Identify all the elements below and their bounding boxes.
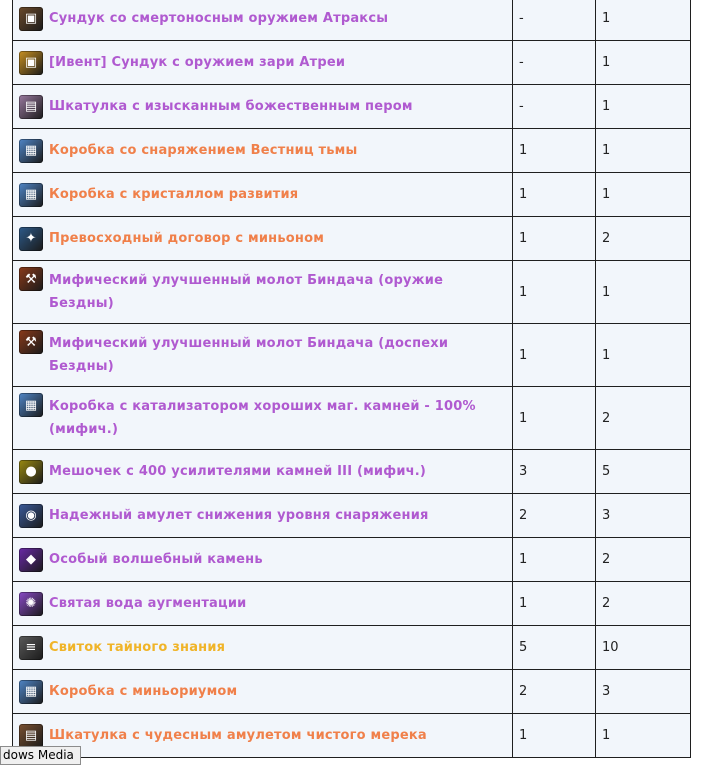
items-table [12, 0, 691, 758]
quantity-cell-2 [596, 217, 691, 261]
gift-box-icon: ▦ [19, 393, 43, 417]
quantity-cell-1 [513, 261, 596, 324]
quantity-value-2: 2 [602, 231, 611, 246]
item-name[interactable]: Мифический улучшенный молот Биндача (доспехи Бездны) [49, 336, 449, 374]
item-name-cell [13, 0, 513, 41]
table-row [13, 387, 691, 450]
quantity-cell-2 [596, 129, 691, 173]
quantity-cell-1 [513, 387, 596, 450]
table-row [13, 324, 691, 387]
quantity-value-1: 1 [519, 143, 528, 158]
quantity-cell-1 [513, 217, 596, 261]
quantity-cell-2 [596, 582, 691, 626]
quantity-value-1: 1 [519, 552, 528, 567]
quantity-value-2: 1 [602, 99, 611, 114]
quantity-value-1: 1 [519, 410, 528, 426]
quantity-value-1: - [519, 55, 524, 70]
item-name-cell [13, 494, 513, 538]
golden-chest-icon: ▣ [19, 51, 43, 75]
gift-box-icon: ▦ [19, 139, 43, 163]
quantity-cell-1 [513, 173, 596, 217]
hammer-icon: ⚒ [19, 330, 43, 354]
quantity-value-1: 1 [519, 284, 528, 300]
amulet-icon: ◉ [19, 504, 43, 528]
quantity-value-1: - [519, 99, 524, 114]
casket-icon: ▤ [19, 95, 43, 119]
item-name[interactable]: Надежный амулет снижения уровня снаряжения [49, 508, 429, 523]
quantity-value-2: 1 [602, 11, 611, 26]
item-name-cell [13, 217, 513, 261]
quantity-cell-2 [596, 324, 691, 387]
gift-box-icon: ▦ [19, 183, 43, 207]
quantity-value-1: 1 [519, 187, 528, 202]
item-name[interactable]: Особый волшебный камень [49, 552, 263, 567]
table-row [13, 670, 691, 714]
quantity-value-2: 5 [602, 464, 611, 479]
item-name[interactable]: Коробка со снаряжением Вестниц тьмы [49, 143, 358, 158]
quantity-cell-2 [596, 714, 691, 758]
item-name-cell [13, 41, 513, 85]
holy-water-icon: ✺ [19, 592, 43, 616]
quantity-cell-1 [513, 85, 596, 129]
quantity-value-1: 1 [519, 728, 528, 743]
quantity-cell-1 [513, 129, 596, 173]
taskbar-tooltip[interactable] [0, 746, 81, 765]
table-row [13, 261, 691, 324]
quantity-cell-2 [596, 41, 691, 85]
item-name-cell [13, 129, 513, 173]
quantity-value-2: 2 [602, 596, 611, 611]
contract-icon: ✦ [19, 227, 43, 251]
item-name-cell [13, 324, 513, 387]
item-name-cell [13, 582, 513, 626]
item-name[interactable]: Мифический улучшенный молот Биндача (оружие Бездны) [49, 273, 444, 311]
item-name-cell [13, 173, 513, 217]
quantity-cell-2 [596, 626, 691, 670]
table-row [13, 626, 691, 670]
quantity-value-2: 1 [602, 347, 611, 363]
table-row [13, 714, 691, 758]
quantity-value-2: 2 [602, 410, 611, 426]
table-row [13, 0, 691, 41]
quantity-value-2: 1 [602, 728, 611, 743]
quantity-value-1: 1 [519, 231, 528, 246]
item-name-cell [13, 450, 513, 494]
quantity-cell-1 [513, 714, 596, 758]
quantity-value-2: 1 [602, 187, 611, 202]
item-name[interactable]: [Ивент] Сундук с оружием зари Атреи [49, 55, 346, 70]
quantity-cell-2 [596, 494, 691, 538]
table-row [13, 450, 691, 494]
taskbar-label: dows Media [3, 748, 74, 762]
hammer-icon: ⚒ [19, 267, 43, 291]
quantity-cell-2 [596, 670, 691, 714]
quantity-cell-1 [513, 538, 596, 582]
quantity-value-2: 1 [602, 284, 611, 300]
quantity-cell-2 [596, 261, 691, 324]
quantity-cell-1 [513, 450, 596, 494]
quantity-value-2: 1 [602, 143, 611, 158]
quantity-value-2: 3 [602, 508, 611, 523]
quantity-value-1: - [519, 11, 524, 26]
item-name[interactable]: Свиток тайного знания [49, 640, 226, 655]
quantity-cell-1 [513, 324, 596, 387]
casket-icon: ▤ [19, 724, 43, 748]
table-row [13, 538, 691, 582]
quantity-cell-2 [596, 538, 691, 582]
item-name[interactable]: Мешочек с 400 усилителями камней III (мифич.) [49, 464, 427, 479]
quantity-cell-2 [596, 173, 691, 217]
item-name[interactable]: Коробка с миньориумом [49, 684, 238, 699]
item-name-cell [13, 387, 513, 450]
quantity-cell-1 [513, 41, 596, 85]
quantity-value-1: 1 [519, 347, 528, 363]
item-name-cell [13, 261, 513, 324]
quantity-cell-1 [513, 626, 596, 670]
quantity-value-2: 1 [602, 55, 611, 70]
item-name-cell [13, 670, 513, 714]
item-name-cell [13, 626, 513, 670]
items-table-body [13, 0, 691, 758]
quantity-cell-1 [513, 494, 596, 538]
item-name[interactable]: Коробка с катализатором хороших маг. камней - 100% (мифич.) [49, 399, 476, 437]
quantity-cell-2 [596, 450, 691, 494]
table-row [13, 217, 691, 261]
quantity-cell-2 [596, 85, 691, 129]
item-name-cell [13, 538, 513, 582]
item-name[interactable]: Превосходный договор с миньоном [49, 231, 325, 246]
table-row [13, 129, 691, 173]
table-row [13, 582, 691, 626]
quantity-cell-2 [596, 387, 691, 450]
magic-stone-icon: ◆ [19, 548, 43, 572]
quantity-cell-2 [596, 0, 691, 41]
item-name[interactable]: Шкатулка с изысканным божественным пером [49, 99, 413, 114]
table-row [13, 85, 691, 129]
pouch-icon: ● [19, 460, 43, 484]
quantity-value-2: 3 [602, 684, 611, 699]
quantity-cell-1 [513, 0, 596, 41]
chest-icon: ▣ [19, 7, 43, 31]
quantity-value-1: 2 [519, 684, 528, 699]
item-name[interactable]: Святая вода аугментации [49, 596, 247, 611]
item-name[interactable]: Шкатулка с чудесным амулетом чистого мерека [49, 728, 427, 743]
quantity-cell-1 [513, 670, 596, 714]
quantity-value-2: 10 [602, 640, 619, 655]
table-row [13, 41, 691, 85]
item-name[interactable]: Сундук со смертоносным оружием Атраксы [49, 11, 389, 26]
item-name[interactable]: Коробка с кристаллом развития [49, 187, 299, 202]
gift-box-icon: ▦ [19, 680, 43, 704]
quantity-value-1: 2 [519, 508, 528, 523]
quantity-value-1: 5 [519, 640, 528, 655]
quantity-cell-1 [513, 582, 596, 626]
table-row [13, 173, 691, 217]
item-name-cell [13, 85, 513, 129]
quantity-value-1: 1 [519, 596, 528, 611]
scroll-icon: ≡ [19, 636, 43, 660]
quantity-value-2: 2 [602, 552, 611, 567]
item-name-cell [13, 714, 513, 758]
quantity-value-1: 3 [519, 464, 528, 479]
table-row [13, 494, 691, 538]
